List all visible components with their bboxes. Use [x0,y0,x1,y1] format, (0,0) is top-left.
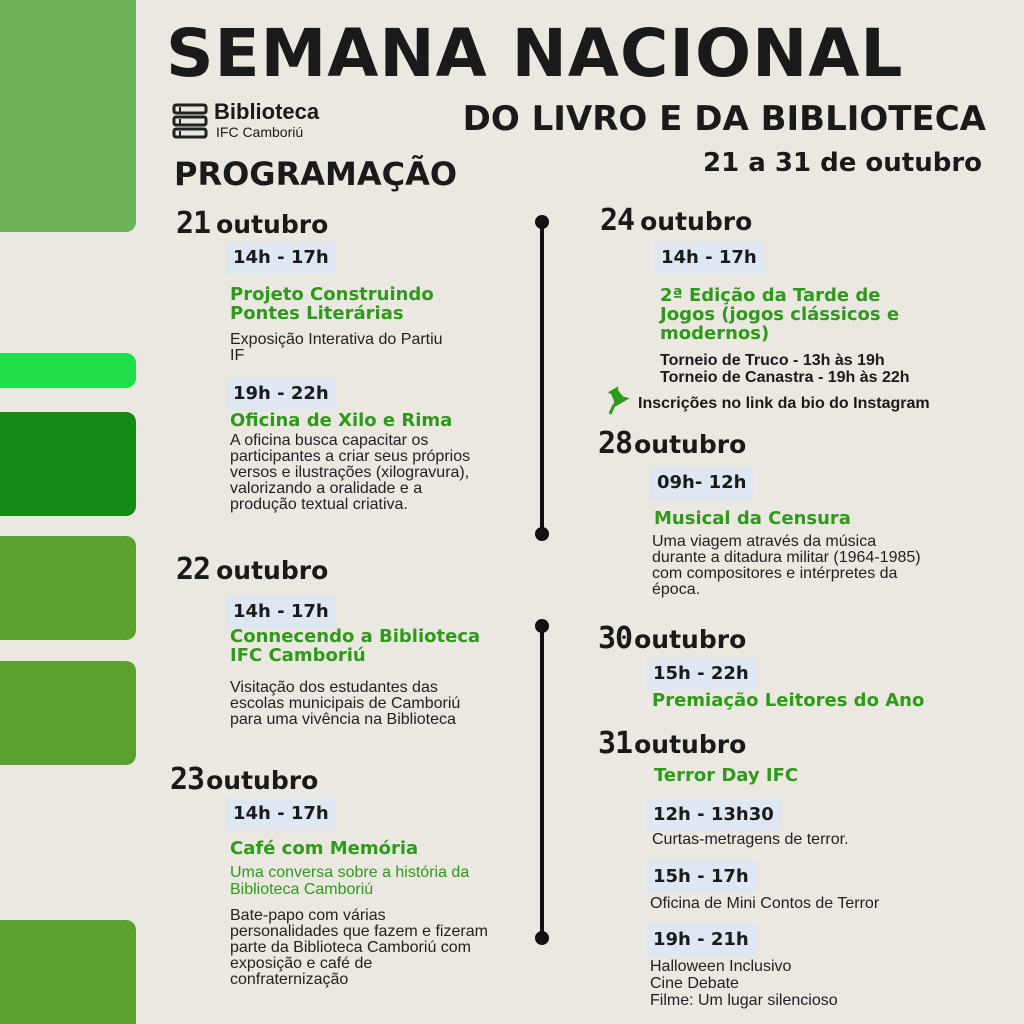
day-heading [598,621,746,656]
event-description: Filme: Um lugar silencioso [650,992,838,1009]
registration-note: Inscrições no link da bio do Instagram [638,395,930,412]
event-time: 14h - 17h [226,242,336,274]
timeline-dot [535,619,549,633]
day-number: 22 [176,552,211,587]
day-number: 23 [170,762,205,797]
timeline-line [540,626,544,938]
day-number: 28 [598,426,633,461]
event-description: A oficina busca capacitar os participantes a criar seus próprios versos e ilustrações (xilogravura), valorizando a oralidade e a produção textual criativa. [230,432,471,513]
day-number: 24 [600,203,635,238]
decor-bar-3 [0,412,136,516]
event-time: 19h - 21h [646,924,756,956]
day-heading [176,552,328,587]
event-description: Bate-papo com várias personalidades que fazem e fizeram parte da Biblioteca Camboriú com exposição e café de confraternização [230,907,488,988]
event-subtitle: Uma conversa sobre a história da Biblioteca Camboriú [230,864,470,898]
page-subtitle: DO LIVRO E DA BIBLIOTECA [462,99,986,139]
decor-bar-1 [0,0,136,232]
event-title: Connecendo a Biblioteca IFC Camboriú [230,626,481,666]
event-time: 09h- 12h [650,467,753,499]
timeline-dot [535,931,549,945]
event-description: Exposição Interativa do Partiu IF [230,331,443,364]
day-heading [598,726,746,761]
event-description: Curtas-metragens de terror. [652,831,849,848]
decor-bar-6 [0,920,136,1024]
day-month: outubro [206,766,319,795]
event-time: 15h - 17h [646,861,756,893]
section-heading: PROGRAMAÇÃO [174,155,458,193]
day-heading [170,762,318,797]
event-title: 2ª Edição da Tarde de Jogos (jogos clássicos e modernos) [660,285,900,344]
decor-bar-2 [0,353,136,388]
day-month: outubro [216,210,329,239]
event-title: Café com Memória [230,838,419,859]
day-month: outubro [634,430,747,459]
event-title: Terror Day IFC [654,765,799,786]
event-detail: Torneio de Truco - 13h às 19h [660,352,885,369]
decor-bar-5 [0,661,136,765]
day-month: outubro [640,207,753,236]
day-month: outubro [634,625,747,654]
event-description: Halloween Inclusivo [650,958,792,975]
event-time: 14h - 17h [654,242,764,274]
event-title: Musical da Censura [654,508,851,529]
event-title: Projeto Construindo Pontes Literárias [230,284,434,324]
event-description: Uma viagem através da música durante a ditadura militar (1964-1985) com compositores e intérpretes da época. [652,533,921,598]
event-description: Visitação dos estudantes das escolas municipais de Camboriú para uma vivência na Biblioteca [230,679,461,728]
decor-bar-4 [0,536,136,640]
day-heading [600,203,752,238]
event-description: Cine Debate [650,975,739,992]
event-time: 19h - 22h [226,378,336,410]
day-heading [598,426,746,461]
library-logo [172,100,352,142]
logo-subtitle: IFC Camboriú [216,124,304,140]
event-description: Oficina de Mini Contos de Terror [650,895,880,912]
event-dates: 21 a 31 de outubro [703,148,982,178]
event-detail: Torneio de Canastra - 19h às 22h [660,369,910,386]
page-title: SEMANA NACIONAL [166,15,904,92]
timeline-line [540,221,544,534]
day-month: outubro [216,556,329,585]
day-month: outubro [634,730,747,759]
event-title: Oficina de Xilo e Rima [230,410,453,431]
day-number: 31 [598,726,633,761]
day-heading [176,206,328,241]
pushpin-icon [604,386,632,416]
event-time: 15h - 22h [646,658,756,690]
logo-name: Biblioteca [214,99,320,124]
event-title: Premiação Leitores do Ano [652,690,925,711]
event-time: 14h - 17h [226,596,336,628]
day-number: 21 [176,206,211,241]
books-icon [172,102,210,142]
timeline-dot [535,527,549,541]
event-time: 12h - 13h30 [646,799,781,831]
event-time: 14h - 17h [226,798,336,830]
timeline-dot [535,215,549,229]
day-number: 30 [598,621,633,656]
